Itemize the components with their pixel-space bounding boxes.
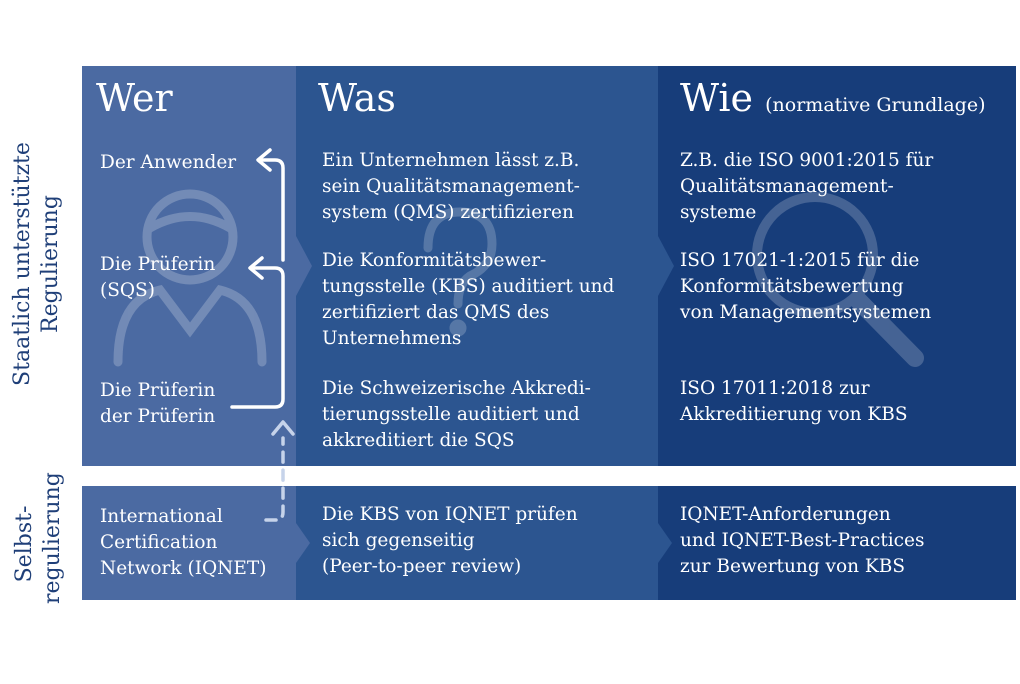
row-1-wie: Z.B. die ISO 9001:2015 für Qualitätsmanagement- systeme bbox=[680, 150, 934, 223]
side-label-staatlich: Staatlich unterstützte Regulierung bbox=[10, 142, 63, 386]
header-wer: Wer bbox=[96, 76, 173, 120]
row-2-wie: ISO 17021-1:2015 für die Konformitätsbewertung von Managementsystemen bbox=[680, 250, 932, 323]
header-was: Was bbox=[318, 76, 396, 120]
header-wie-note: (normative Grundlage) bbox=[765, 94, 986, 116]
bottom-wie: IQNET-Anforderungen und IQNET-Best-Practices zur Bewertung von KBS bbox=[680, 504, 925, 577]
bottom-wer: International Certification Network (IQNET) bbox=[100, 506, 267, 579]
row-2-was: Die Konformitätsbewer- tungsstelle (KBS) auditiert und zertifiziert das QMS des Unternehmens bbox=[322, 250, 615, 349]
bottom-was: Die KBS von IQNET prüfen sich gegenseitig (Peer-to-peer review) bbox=[322, 504, 578, 577]
row-3-wie: ISO 17011:2018 zur Akkreditierung von KBS bbox=[680, 378, 908, 425]
row-3-was: Die Schweizerische Akkredi- tierungsstelle auditiert und akkreditiert die SQS bbox=[322, 378, 591, 451]
row-1-wer: Der Anwender bbox=[100, 152, 237, 173]
side-label-selbstregulierung: Selbst- regulierung bbox=[12, 472, 65, 604]
header-wie: Wie (normative Grundlage) bbox=[680, 76, 986, 120]
row-3-wer: Die Prüferin der Prüferin bbox=[100, 380, 216, 427]
row-1-was: Ein Unternehmen lässt z.B. sein Qualitätsmanagement- system (QMS) zertifizieren bbox=[322, 150, 580, 223]
row-2-wer: Die Prüferin (SQS) bbox=[100, 254, 216, 301]
